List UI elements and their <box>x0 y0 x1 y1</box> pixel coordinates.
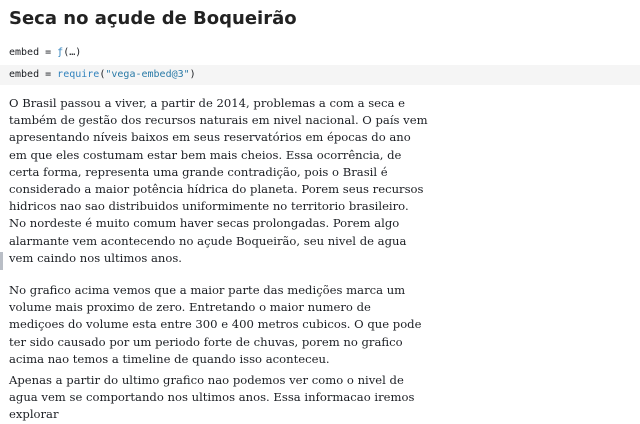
intro-paragraph: O Brasil passou a viver, a partir de 2014, problemas a com a seca e também de gestão dos recursos naturais em nivel nacional. O país vem apresentando níveis baixos em seus reservatórios em épocas do ano em que eles costumam estar bem mais cheios. Essa ocorrência, de certa forma, representa uma grande contradição, pois o Brasil é considerado a maior potência hídrica do planeta. Porem seus recursos hidricos nao sao distribuidos uniformimente no territorio brasileiro. No nordeste é muito comum haver secas prolongadas. Porem algo alarmante vem acontecendo no açude Boqueirão, seu nivel de agua vem caindo nos ultimos anos. <box>9 96 428 265</box>
assign-operator: = <box>39 69 58 80</box>
analysis-paragraph: No grafico acima vemos que a maior parte das medições marca um volume mais proximo de zero. Entretando o maior numero de mediçoes do volume esta entre 300 e 400 metros cubicos. O que pode ter sido causado por um periodo forte de chuvas, porem no grafico acima nao temos a timeline de quando isso aconteceu. <box>9 283 422 366</box>
open-paren: ( <box>99 69 106 80</box>
close-paren: ) <box>189 69 196 80</box>
assign-operator: = <box>39 47 58 58</box>
variable-name: embed <box>9 69 40 80</box>
code-cell-embed-output[interactable] <box>0 44 640 62</box>
variable-name: embed <box>9 47 40 58</box>
function-symbol[interactable]: ƒ <box>57 47 64 58</box>
require-function: require <box>57 69 100 80</box>
code-cell-embed-source[interactable] <box>0 65 640 85</box>
page-title: Seca no açude de Boqueirão <box>9 8 297 29</box>
collapsed-args[interactable]: (…) <box>63 47 82 58</box>
module-string: "vega-embed@3" <box>105 69 190 80</box>
followup-paragraph: Apenas a partir do ultimo grafico nao podemos ver como o nivel de agua vem se comportando nos ultimos anos. Essa informacao iremos explorar <box>9 373 415 422</box>
cell-focus-indicator[interactable] <box>0 252 3 270</box>
